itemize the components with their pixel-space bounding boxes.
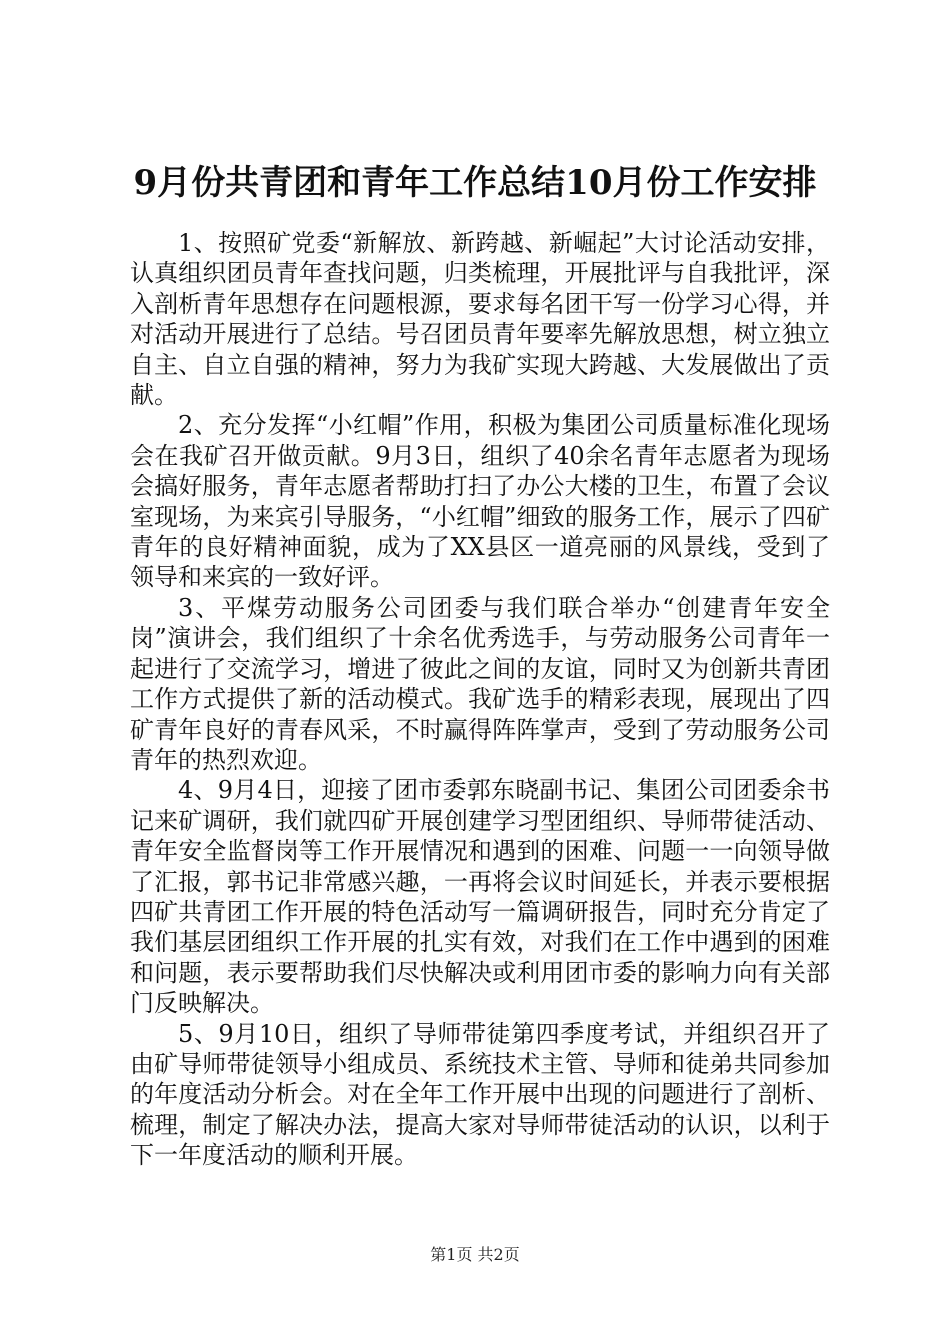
document-title: 9月份共青团和青年工作总结10月份工作安排 — [133, 163, 817, 203]
paragraph-2: 2、充分发挥“小红帽”作用，积极为集团公司质量标准化现场会在我矿召开做贡献。9月3日，组织了40余名青年志愿者为现场会搞好服务，青年志愿者帮助打扫了办公大楼的卫生，布置了会议室现场，为来宾引导服务，“小红帽”细致的服务工作，展示了四矿青年的良好精神面貌，成为了XX县区一道亮丽的风景线，受到了领导和来宾的一致好评。 — [130, 411, 830, 592]
page-number-footer: 第1页 共2页 — [430, 1245, 520, 1264]
paragraph-3: 3、平煤劳动服务公司团委与我们联合举办“创建青年安全岗”演讲会，我们组织了十余名优秀选手，与劳动服务公司青年一起进行了交流学习，增进了彼此之间的友谊，同时又为创新共青团工作方式提供了新的活动模式。我矿选手的精彩表现，展现出了四矿青年良好的青春风采，不时赢得阵阵掌声，受到了劳动服务公司青年的热烈欢迎。 — [130, 593, 830, 774]
paragraph-5: 5、9月10日，组织了导师带徒第四季度考试，并组织召开了由矿导师带徒领导小组成员、系统技术主管、导师和徒弟共同参加的年度活动分析会。对在全年工作开展中出现的问题进行了剖析、梳理，制定了解决办法，提高大家对导师带徒活动的认识，以利于下一年度活动的顺利开展。 — [130, 1019, 830, 1170]
paragraph-4: 4、9月4日，迎接了团市委郭东晓副书记、集团公司团委余书记来矿调研，我们就四矿开展创建学习型团组织、导师带徒活动、青年安全监督岗等工作开展情况和遇到的困难、问题一一向领导做了汇报，郭书记非常感兴趣，一再将会议时间延长，并表示要根据四矿共青团工作开展的特色活动写一篇调研报告，同时充分肯定了我们基层团组织工作开展的扎实有效，对我们在工作中遇到的困难和问题，表示要帮助我们尽快解决或利用团市委的影响力向有关部门反映解决。 — [130, 776, 830, 1018]
paragraph-1: 1、按照矿党委“新解放、新跨越、新崛起”大讨论活动安排，认真组织团员青年查找问题，归类梳理，开展批评与自我批评，深入剖析青年思想存在问题根源，要求每名团干写一份学习心得，并对活动开展进行了总结。号召团员青年要率先解放思想，树立独立自主、自立自强的精神，努力为我矿实现大跨越、大发展做出了贡献。 — [130, 229, 830, 410]
document-body — [130, 228, 830, 1171]
